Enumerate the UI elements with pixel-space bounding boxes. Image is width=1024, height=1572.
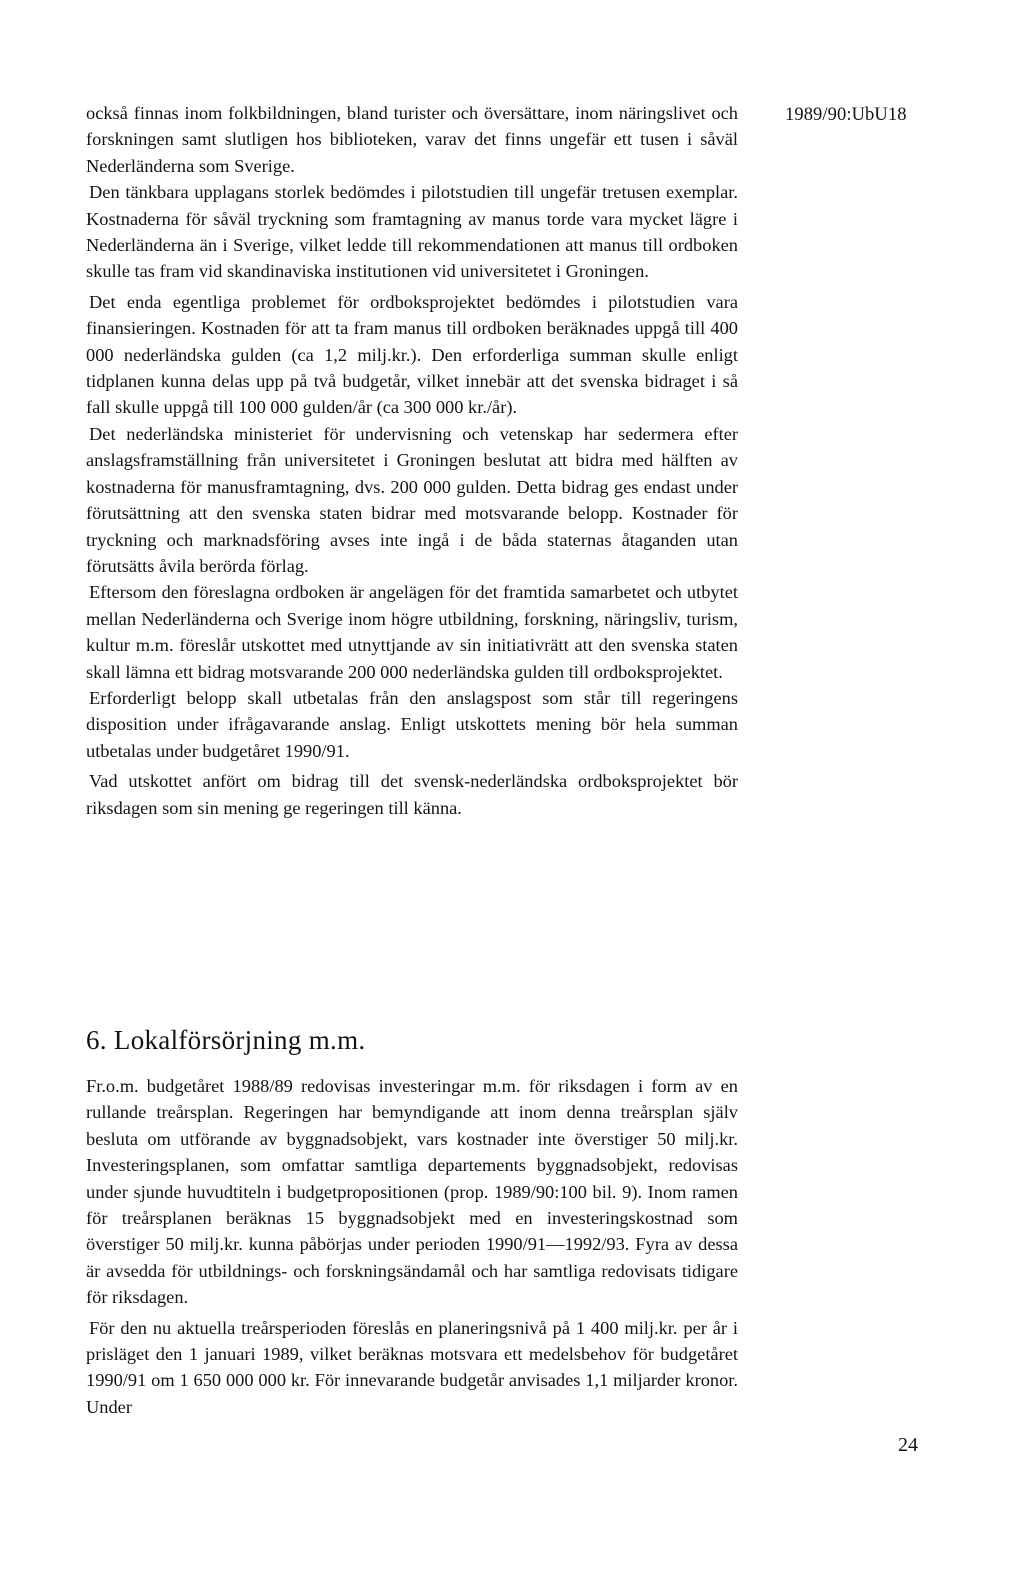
- paragraph: För den nu aktuella treårsperioden föreslås en planeringsnivå på 1 400 milj.kr. per år i prisläget den 1 januari 1989, vilket beräknas motsvara ett medelsbehov för budgetåret 1990/91 om 1 650 000 000 kr. För innevarande budgetår anvisades 1,1 miljarder kronor. Under: [86, 1317, 738, 1417]
- document-reference: 1989/90:UbU18: [785, 105, 907, 125]
- body-text-top: [86, 100, 738, 821]
- section-heading: 6. Lokalförsörjning m.m.: [86, 1025, 366, 1055]
- paragraph: Vad utskottet anfört om bidrag till det svensk-nederländska ordboksprojektet bör riksdagen som sin mening ge regeringen till känna.: [86, 771, 738, 818]
- body-text-bottom: [86, 1073, 738, 1420]
- page-number: 24: [898, 1434, 918, 1456]
- paragraph: Eftersom den föreslagna ordboken är angelägen för det framtida samarbetet och utbytet mellan Nederländerna och Sverige inom högre utbildning, forskning, näringsliv, turism, kultur m.m. föreslår utskottet med utnyttjande av sin initiativrätt att den svenska staten skall lämna ett bidrag motsvarande 200 000 nederländska gulden till ordboksprojektet.: [86, 582, 738, 682]
- paragraph: Erforderligt belopp skall utbetalas från den anslagspost som står till regeringens disposition under ifrågavarande anslag. Enligt utskottets mening bör hela summan utbetalas under budgetåret 1990/91.: [86, 687, 738, 761]
- paragraph: Den tänkbara upplagans storlek bedömdes i pilotstudien till ungefär tretusen exemplar. Kostnaderna för såväl tryckning som framtagning av manus torde vara mycket lägre i Nederländerna än i Sverige, vilket ledde till rekommendationen att manus till ordboken skulle tas fram vid skandinaviska institutionen vid universitetet i Groningen.: [86, 182, 738, 282]
- paragraph: Det nederländska ministeriet för undervisning och vetenskap har sedermera efter anslagsframställning från universitetet i Groningen beslutat att bidra med hälften av kostnaderna för manusframtagning, dvs. 200 000 gulden. Detta bidrag ges endast under förutsättning att den svenska staten bidrar med motsvarande belopp. Kostnader för tryckning och marknadsföring avses inte ingå i de båda staternas åtaganden utan förutsätts åvila berörda förlag.: [86, 423, 738, 576]
- paragraph: också finnas inom folkbildningen, bland turister och översättare, inom näringslivet och forskningen samt slutligen hos biblioteken, varav det finns ungefär ett tusen i såväl Nederländerna som Sverige.: [86, 103, 738, 176]
- paragraph: Fr.o.m. budgetåret 1988/89 redovisas investeringar m.m. för riksdagen i form av en rullande treårsplan. Regeringen har bemyndigande att inom denna treårsplan själv besluta om utförande av byggnadsobjekt, vars kostnader inte överstiger 50 milj.kr. Investeringsplanen, som omfattar samtliga departements byggnadsobjekt, redovisas under sjunde huvudtiteln i budgetpropositionen (prop. 1989/90:100 bil. 9). Inom ramen för treårsplanen beräknas 15 byggnadsobjekt med en investeringskostnad som överstiger 50 milj.kr. kunna påbörjas under perioden 1990/91—1992/93. Fyra av dessa är avsedda för utbildnings- och forskningsändamål och har samtliga redovisats tidigare för riksdagen.: [86, 1076, 738, 1308]
- paragraph: Det enda egentliga problemet för ordboksprojektet bedömdes i pilotstudien vara finansieringen. Kostnaden för att ta fram manus till ordboken beräknades uppgå till 400 000 nederländska gulden (ca 1,2 milj.kr.). Den erforderliga summan skulle enligt tidplanen kunna delas upp på två budgetår, vilket innebär att det svenska bidraget i så fall skulle uppgå till 100 000 gulden/år (ca 300 000 kr./år).: [86, 291, 738, 418]
